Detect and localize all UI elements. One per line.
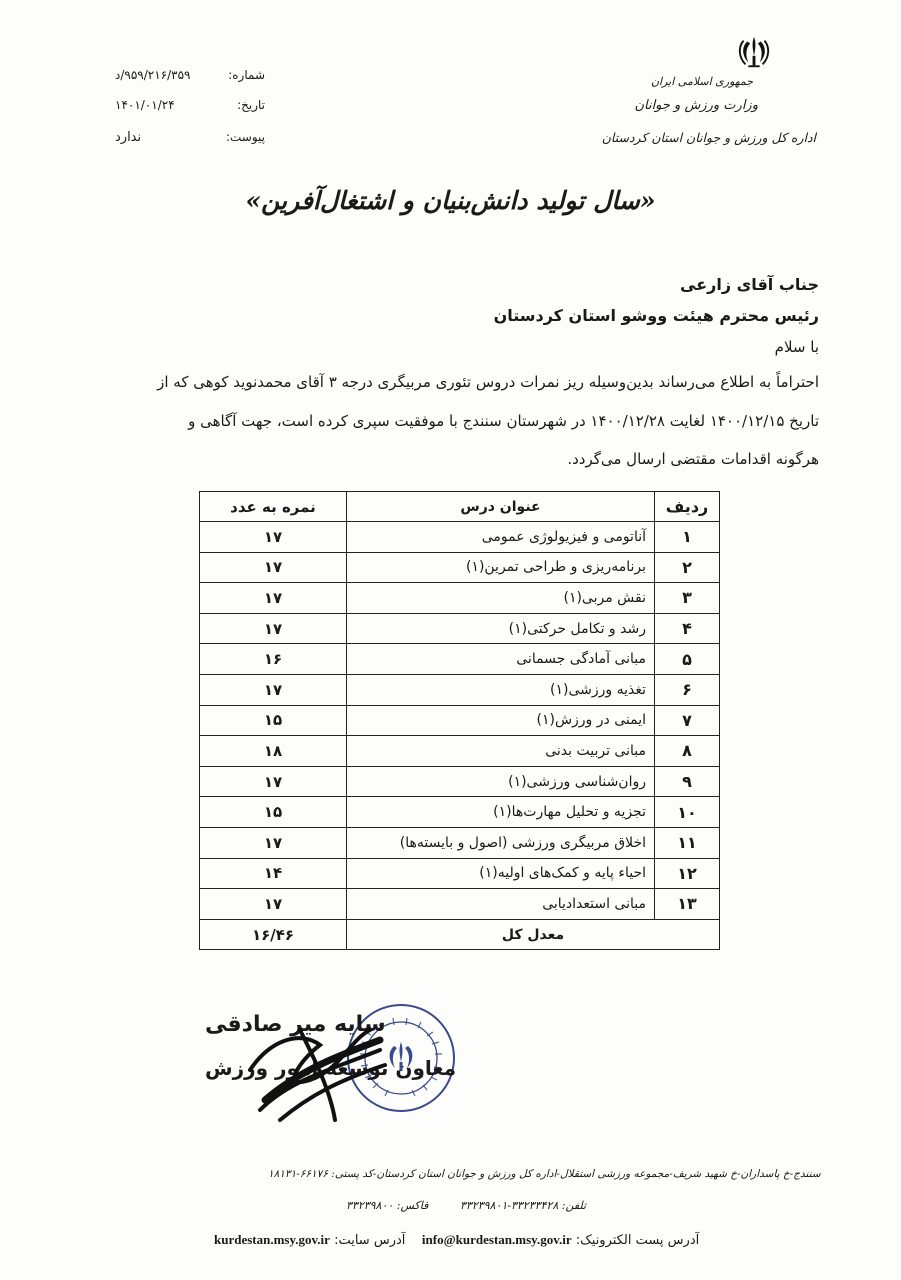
body-line-1: احتراماً به اطلاع می‌رساند بدین‌وسیله ریز نمرات دروس تئوری مربیگری درجه ۳ آقای محمدنوید کوهی که از [157, 373, 819, 391]
course-title: آناتومی و فیزیولوژی عمومی [347, 522, 655, 553]
signatory-title: معاون توسعه امور ورزش [205, 1056, 457, 1080]
course-title: روان‌شناسی ورزشی(۱) [347, 766, 655, 797]
average-label: معدل کل [347, 919, 720, 950]
course-title: تغذیه ورزشی(۱) [347, 674, 655, 705]
email-label: آدرس پست الکترونیک: [575, 1233, 700, 1248]
row-number: ۱۲ [655, 858, 720, 889]
table-row [200, 674, 720, 705]
table-row [200, 644, 720, 675]
attachment-label: پیوست: [225, 130, 265, 144]
table-row [200, 827, 720, 858]
body-line-2: تاریخ ۱۴۰۰/۱۲/۱۵ لغایت ۱۴۰۰/۱۲/۲۸ در شهرستان سنندج با موفقیت سپری کرده است، جهت آگاهی و [188, 412, 819, 430]
table-row [200, 613, 720, 644]
course-title: برنامه‌ریزی و طراحی تمرین(۱) [347, 552, 655, 583]
row-number: ۳ [655, 583, 720, 614]
postal-address: سنندج-خ پاسداران-خ شهید شریف-مجموعه ورزشی استقلال-اداره کل ورزش و جوانان استان کردستان-کد پستی: ۶۶۱۷۶-۱۸۱۳۱ [268, 1168, 821, 1180]
letter-attachment [115, 130, 265, 150]
table-row [200, 797, 720, 828]
table-row [200, 889, 720, 920]
table-row [200, 705, 720, 736]
course-score: ۱۷ [200, 522, 347, 553]
header-score: نمره به عدد [200, 492, 347, 522]
row-number: ۱۱ [655, 827, 720, 858]
course-title: احیاء پایه و کمک‌های اولیه(۱) [347, 858, 655, 889]
attachment-value: ندارد [115, 130, 142, 145]
course-title: اخلاق مربیگری ورزشی (اصول و بایسته‌ها) [347, 827, 655, 858]
row-number: ۹ [655, 766, 720, 797]
average-row [200, 919, 720, 950]
row-number: ۷ [655, 705, 720, 736]
row-number: ۱۳ [655, 889, 720, 920]
row-number: ۸ [655, 736, 720, 767]
course-score: ۱۷ [200, 583, 347, 614]
course-title: نقش مربی(۱) [347, 583, 655, 614]
course-score: ۱۵ [200, 705, 347, 736]
addressee-title: رئیس محترم هیئت ووشو استان کردستان [493, 306, 819, 325]
course-score: ۱۴ [200, 858, 347, 889]
grades-table [199, 491, 720, 950]
row-number: ۵ [655, 644, 720, 675]
course-score: ۱۷ [200, 889, 347, 920]
row-number: ۱ [655, 522, 720, 553]
row-number: ۱۰ [655, 797, 720, 828]
course-score: ۱۷ [200, 674, 347, 705]
table-row [200, 858, 720, 889]
iran-emblem-icon [735, 32, 773, 72]
header-course-title: عنوان درس [347, 492, 655, 522]
fax-number: فاکس: ۳۳۲۳۹۸۰۰ [346, 1199, 429, 1212]
table-row [200, 766, 720, 797]
site-label: آدرس سایت: [334, 1233, 406, 1248]
course-score: ۱۷ [200, 613, 347, 644]
addressee: جناب آقای زارعی [680, 275, 819, 294]
average-value: ۱۶/۴۶ [200, 919, 347, 950]
table-row [200, 736, 720, 767]
course-title: مبانی تربیت بدنی [347, 736, 655, 767]
table-row [200, 552, 720, 583]
row-number: ۴ [655, 613, 720, 644]
course-score: ۱۵ [200, 797, 347, 828]
course-score: ۱۷ [200, 766, 347, 797]
signatory-name: سایه میر صادقی [205, 1012, 386, 1037]
table-header-row [200, 492, 720, 522]
course-title: مبانی آمادگی جسمانی [347, 644, 655, 675]
course-title: مبانی استعدادیابی [347, 889, 655, 920]
number-value: ۹۵۹/۲۱۶/۳۵۹/د [115, 68, 191, 82]
date-value: ۱۴۰۱/۰۱/۲۴ [115, 98, 175, 112]
department-name: اداره کل ورزش و جوانان استان کردستان [601, 130, 816, 145]
course-title: ایمنی در ورزش(۱) [347, 705, 655, 736]
phone-number: تلفن: ۳۳۲۳۳۴۲۸-۳۳۲۳۹۸۰۱ [460, 1199, 587, 1212]
course-title: رشد و تکامل حرکتی(۱) [347, 613, 655, 644]
letter-date [115, 98, 265, 118]
row-number: ۶ [655, 674, 720, 705]
header-row-number: ردیف [655, 492, 720, 522]
course-title: تجزیه و تحلیل مهارت‌ها(۱) [347, 797, 655, 828]
table-row [200, 583, 720, 614]
contact-web [214, 1232, 699, 1248]
country-name: جمهوری اسلامی ایران [650, 75, 753, 88]
ministry-name: وزارت ورزش و جوانان [634, 98, 758, 113]
course-score: ۱۸ [200, 736, 347, 767]
table-row [200, 522, 720, 553]
body-line-3: هرگونه اقدامات مقتضی ارسال می‌گردد. [567, 450, 819, 468]
greeting: با سلام [774, 338, 819, 356]
row-number: ۲ [655, 552, 720, 583]
course-score: ۱۷ [200, 827, 347, 858]
handwritten-signature [240, 1010, 390, 1130]
course-score: ۱۶ [200, 644, 347, 675]
number-label: شماره: [228, 68, 265, 82]
website-address[interactable]: kurdestan.msy.gov.ir [214, 1232, 330, 1247]
course-score: ۱۷ [200, 552, 347, 583]
date-label: تاریخ: [237, 98, 265, 112]
email-address[interactable]: info@kurdestan.msy.gov.ir [421, 1232, 572, 1247]
letter-number [115, 68, 265, 88]
year-slogan: «سال تولید دانش‌بنیان و اشتغال‌آفرین» [245, 186, 656, 215]
